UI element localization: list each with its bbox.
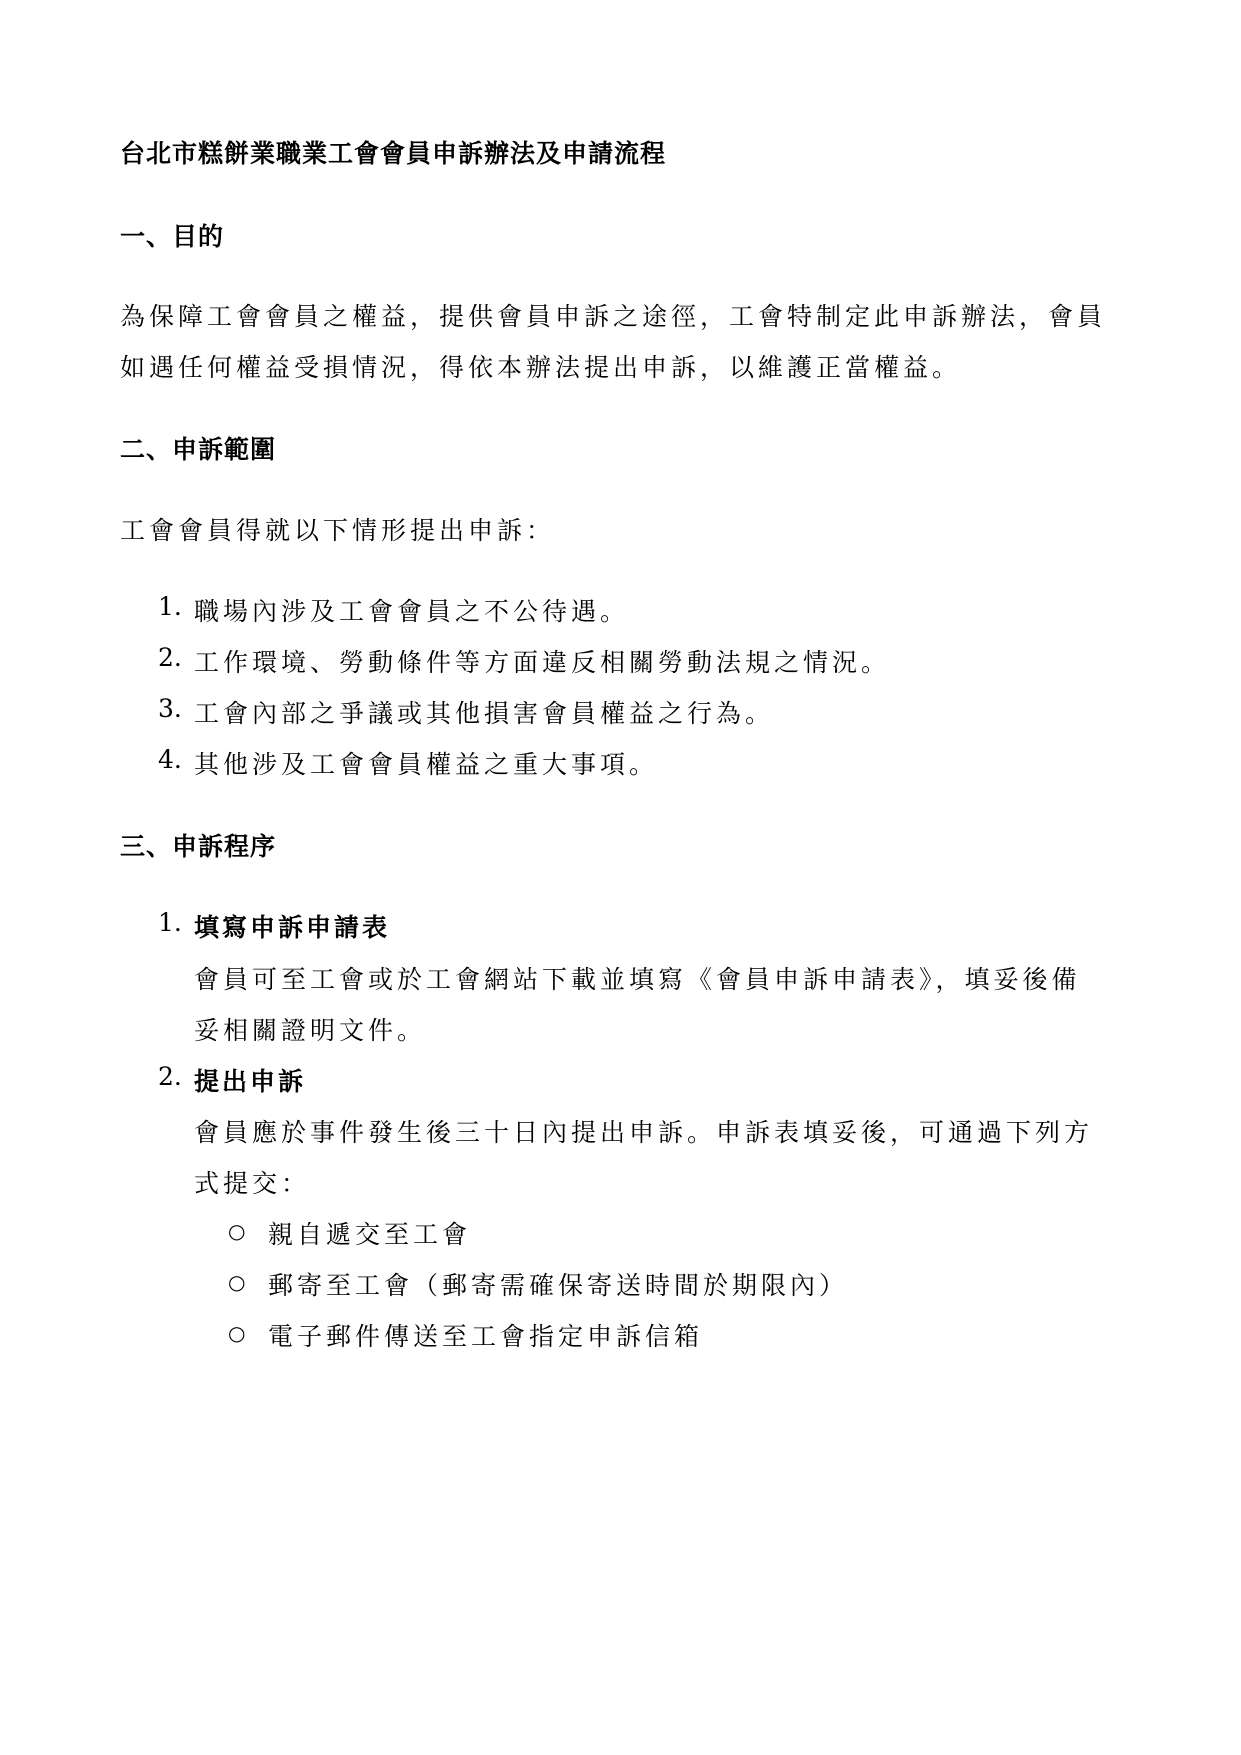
- step-1-line-2: 妥相關證明文件。: [194, 1016, 427, 1045]
- step-1-number: 1.: [158, 908, 182, 937]
- step-2-title: 提出申訴: [194, 1067, 307, 1096]
- list-item-1-text: 職場內涉及工會會員之不公待遇。: [194, 597, 630, 626]
- section-2-intro: 工會會員得就以下情形提出申訴：: [120, 516, 556, 545]
- section-2-heading: 二、申訴範圍: [120, 435, 277, 464]
- bullet-circle-icon: ○: [228, 1321, 246, 1345]
- list-item-2-number: 2.: [158, 643, 182, 672]
- section-3-heading: 三、申訴程序: [120, 832, 277, 861]
- submission-method-1: 親自遞交至工會: [268, 1220, 472, 1249]
- step-2-line-1: 會員應於事件發生後三十日內提出申訴。申訴表填妥後，可通過下列方: [194, 1118, 1094, 1147]
- submission-method-3: 電子郵件傳送至工會指定申訴信箱: [268, 1322, 704, 1351]
- list-item-3-text: 工會內部之爭議或其他損害會員權益之行為。: [194, 699, 775, 728]
- list-item-1-number: 1.: [158, 592, 182, 621]
- list-item-3-number: 3.: [158, 694, 182, 723]
- step-1-line-1: 會員可至工會或於工會網站下載並填寫《會員申訴申請表》，填妥後備: [194, 965, 1081, 994]
- step-2-number: 2.: [158, 1062, 182, 1091]
- submission-method-2: 郵寄至工會（郵寄需確保寄送時間於期限內）: [268, 1271, 849, 1300]
- step-2-line-2: 式提交：: [194, 1169, 311, 1198]
- section-1-paragraph-line-1: 為保障工會會員之權益，提供會員申訴之途徑，工會特制定此申訴辦法，會員: [120, 302, 1107, 331]
- list-item-4-text: 其他涉及工會會員權益之重大事項。: [194, 750, 659, 779]
- bullet-circle-icon: ○: [228, 1219, 246, 1243]
- list-item-2-text: 工作環境、勞動條件等方面違反相關勞動法規之情況。: [194, 648, 891, 677]
- step-1-title: 填寫申訴申請表: [194, 913, 391, 942]
- section-1-paragraph-line-2: 如遇任何權益受損情況，得依本辦法提出申訴，以維護正當權益。: [120, 353, 962, 382]
- document-title: 台北市糕餅業職業工會會員申訴辦法及申請流程: [120, 139, 667, 168]
- list-item-4-number: 4.: [158, 745, 182, 774]
- section-1-heading: 一、目的: [120, 222, 225, 251]
- bullet-circle-icon: ○: [228, 1270, 246, 1294]
